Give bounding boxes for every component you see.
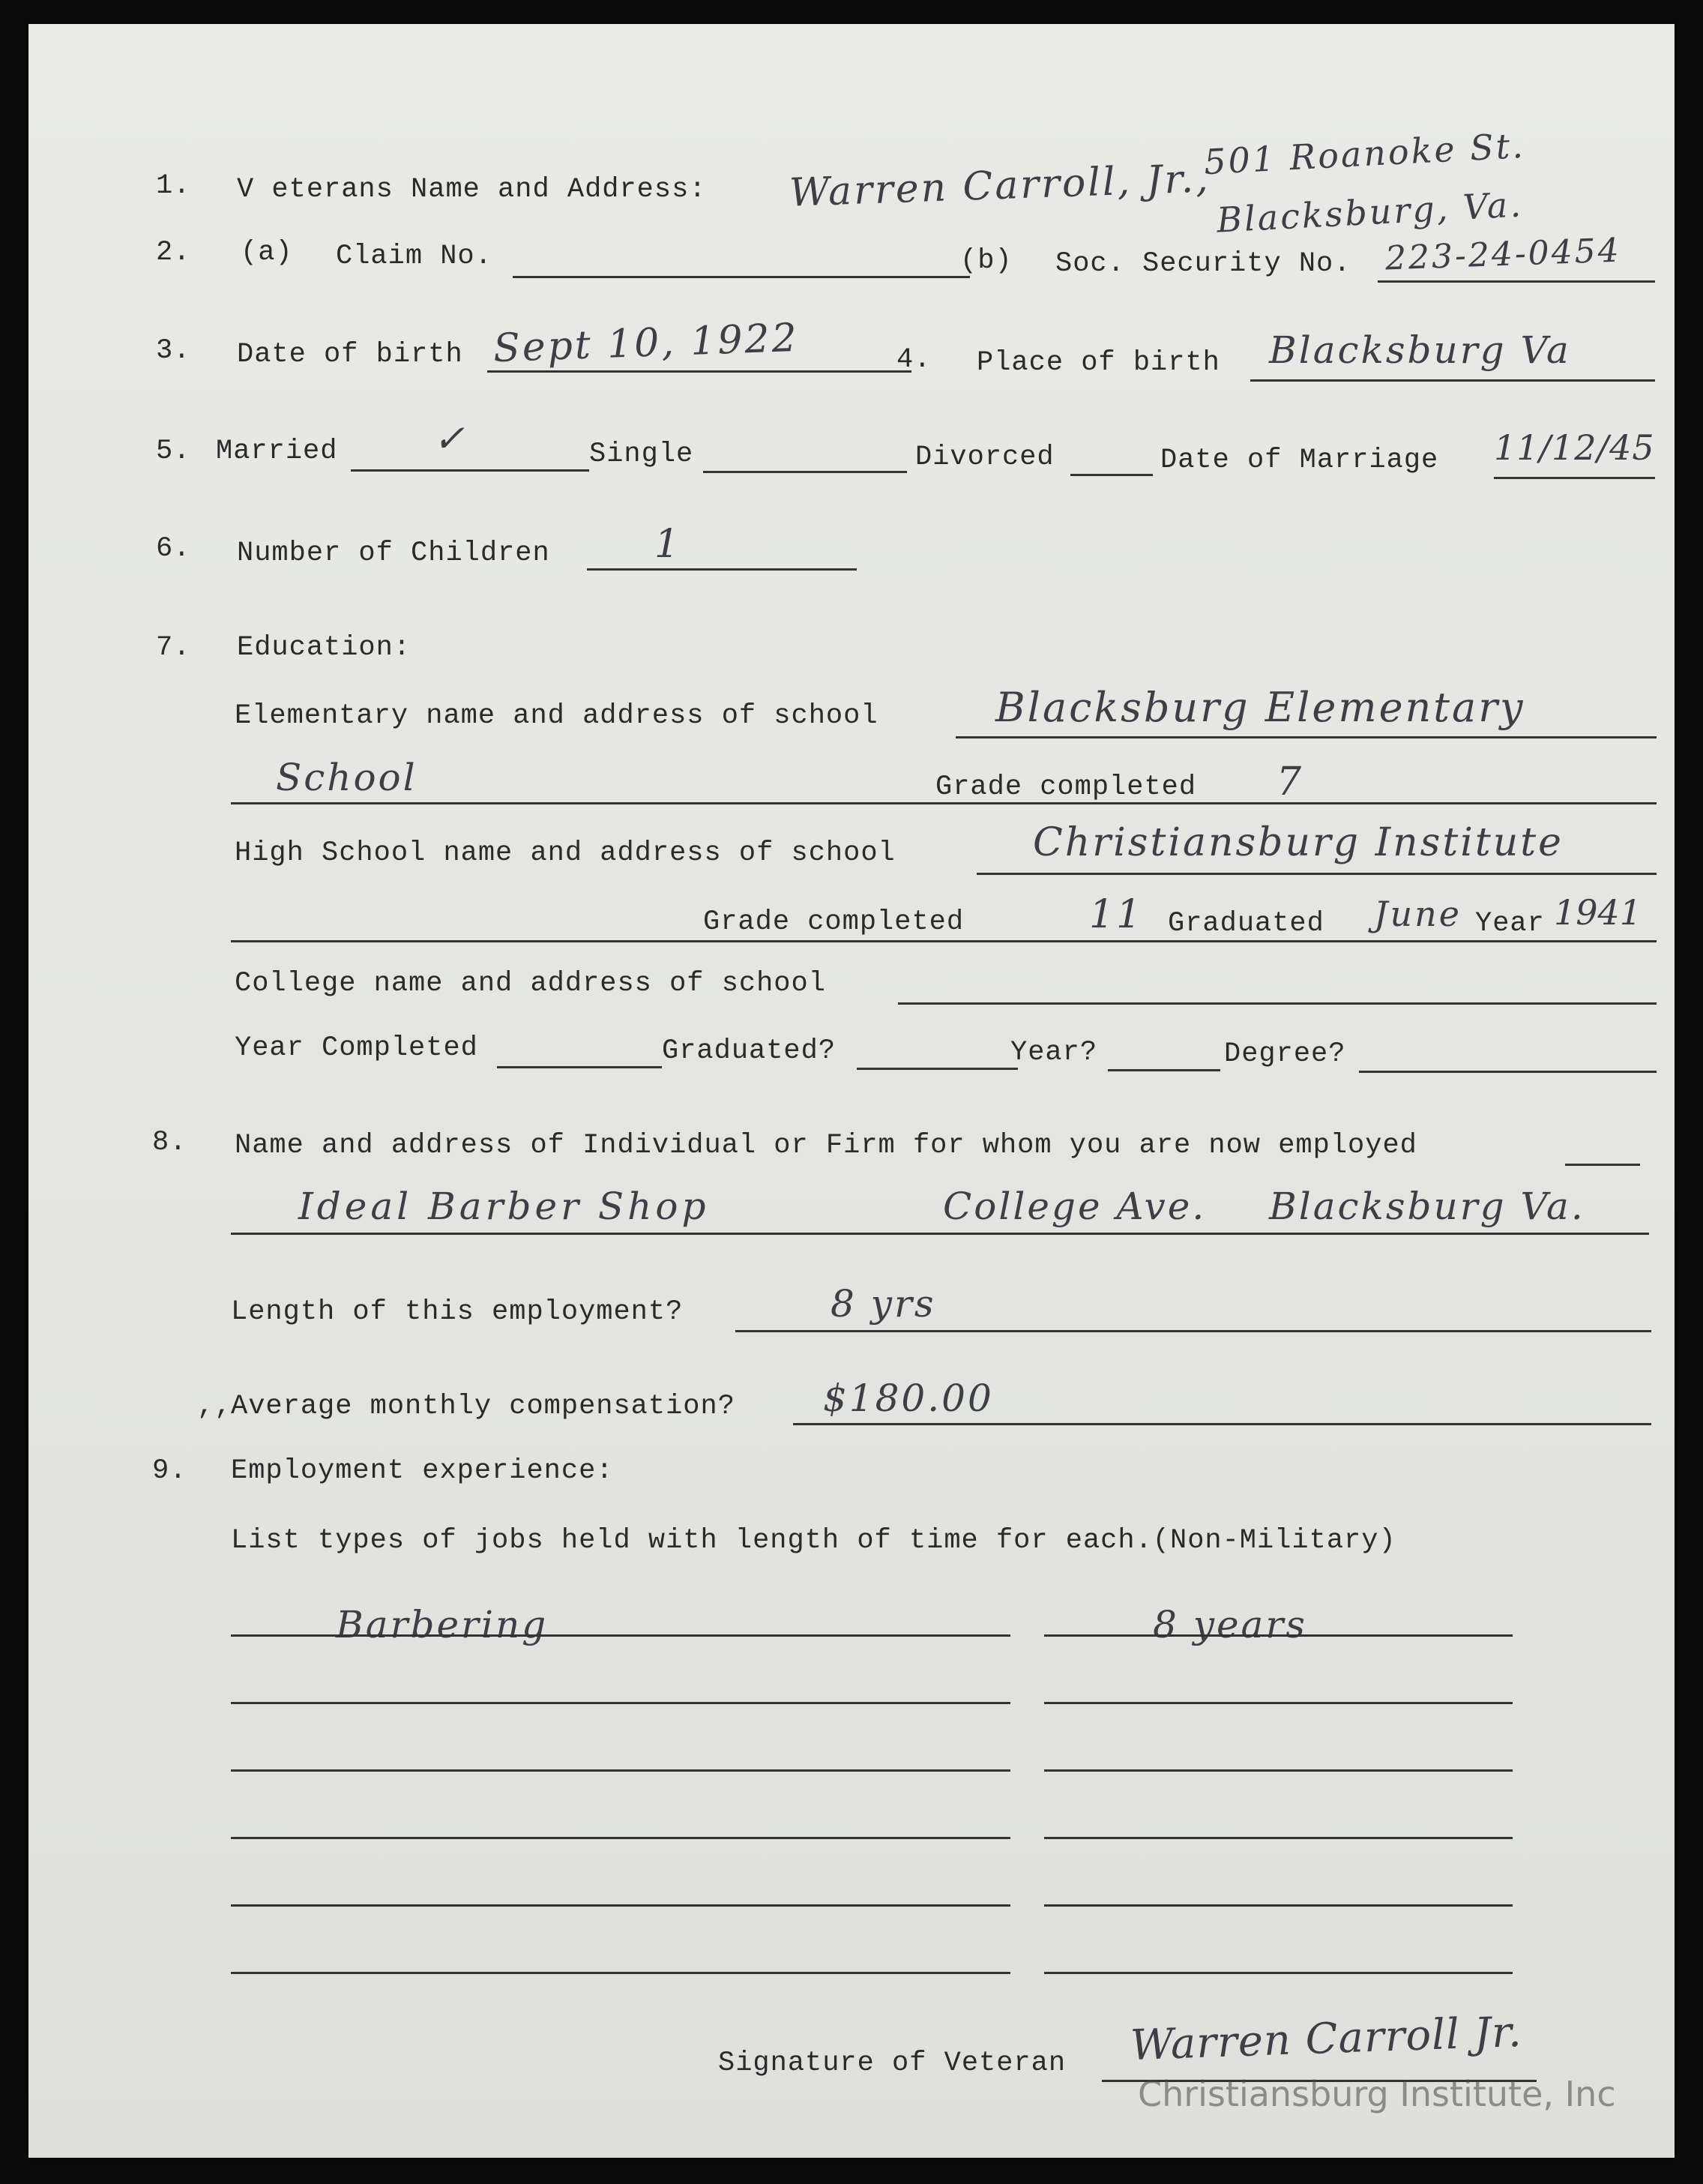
college-line	[898, 1002, 1657, 1005]
employer-street: College Ave.	[943, 1185, 1207, 1228]
pob-line	[1250, 379, 1655, 382]
college-graduated-label: Graduated?	[662, 1035, 837, 1067]
q4-number: 4.	[896, 344, 932, 376]
claim-no-label: Claim No.	[336, 241, 492, 272]
job-line-left-2	[231, 1702, 1010, 1704]
job1-length: 8 years	[1153, 1603, 1307, 1646]
highschool-year-label: Year	[1475, 908, 1545, 939]
highschool-name: Christiansburg Institute	[1033, 820, 1564, 865]
claim-no-line	[513, 276, 970, 278]
highschool-year-value: 1941	[1554, 892, 1642, 933]
single-line	[703, 471, 907, 473]
highschool-grade-label: Grade completed	[703, 906, 965, 938]
married-line	[351, 469, 589, 472]
compensation-line	[793, 1423, 1651, 1425]
year-completed-label: Year Completed	[235, 1032, 478, 1064]
employer-label-line	[1565, 1164, 1640, 1166]
divorced-label: Divorced	[915, 442, 1055, 473]
elementary-grade-label: Grade completed	[935, 771, 1197, 803]
highschool-graduated-label: Graduated	[1168, 908, 1324, 939]
college-graduated-line	[857, 1068, 1018, 1070]
compensation-value: $180.00	[823, 1377, 994, 1420]
signature-label: Signature of Veteran	[718, 2048, 1067, 2079]
highschool-label: High School name and address of school	[235, 837, 896, 869]
job-line-right-6	[1044, 1972, 1513, 1974]
q2-a-label: (a)	[241, 237, 293, 268]
year-completed-line	[497, 1066, 662, 1068]
job-line-left-4	[231, 1837, 1010, 1839]
watermark-text: Christiansburg Institute, Inc	[1138, 2074, 1616, 2114]
employer-line	[231, 1233, 1649, 1235]
q1-number: 1.	[156, 170, 191, 202]
job-line-left-5	[231, 1904, 1010, 1907]
pob-label: Place of birth	[977, 347, 1220, 379]
dob-line	[487, 370, 911, 373]
job-line-right-5	[1044, 1904, 1513, 1907]
divorced-line	[1070, 474, 1153, 476]
q7-number: 7.	[156, 632, 191, 664]
elementary-grade-value: 7	[1277, 759, 1304, 804]
marriage-date-label: Date of Marriage	[1160, 445, 1439, 476]
college-label: College name and address of school	[235, 968, 826, 999]
employment-length-line	[735, 1330, 1651, 1332]
marriage-date-value: 11/12/45	[1494, 427, 1655, 468]
q6-number: 6.	[156, 533, 191, 565]
college-year-label: Year?	[1010, 1037, 1098, 1068]
job-line-right-1	[1044, 1634, 1513, 1637]
married-mark: ✓	[433, 417, 467, 460]
q1-label: V eterans Name and Address:	[237, 174, 707, 205]
marriage-date-line	[1494, 477, 1655, 479]
college-degree-label: Degree?	[1224, 1038, 1346, 1070]
q8-number: 8.	[152, 1127, 187, 1158]
job-list-label: List types of jobs held with length of time for each.(Non-Military)	[231, 1525, 1396, 1556]
highschool-grade-value: 11	[1089, 892, 1144, 937]
q2-b-label: (b)	[960, 245, 1013, 277]
highschool-line1	[977, 873, 1657, 875]
highschool-graduated-value: June	[1374, 894, 1462, 934]
job1-type: Barbering	[336, 1603, 549, 1646]
employment-experience-label: Employment experience:	[231, 1455, 614, 1487]
q9-number: 9.	[152, 1455, 187, 1487]
form-page	[28, 24, 1675, 2158]
highschool-line2	[231, 940, 1657, 942]
children-value: 1	[654, 522, 682, 567]
employer-name: Ideal Barber Shop	[298, 1185, 710, 1228]
veteran-signature: Warren Carroll Jr.	[1130, 2007, 1523, 2071]
employment-length-label: Length of this employment?	[231, 1296, 684, 1328]
q3-number: 3.	[156, 335, 191, 367]
employer-city: Blacksburg Va.	[1269, 1185, 1585, 1228]
compensation-label: Average monthly compensation?	[231, 1391, 735, 1422]
address-line1: 501 Roanoke St.	[1202, 124, 1526, 183]
children-label: Number of Children	[237, 538, 550, 569]
elementary-school-line1: Blacksburg Elementary	[995, 684, 1525, 731]
college-degree-line	[1359, 1071, 1657, 1073]
job-line-right-2	[1044, 1702, 1513, 1704]
q2-number: 2.	[156, 237, 191, 268]
address-line2: Blacksburg, Va.	[1215, 184, 1525, 241]
job-line-left-1	[231, 1634, 1010, 1637]
elementary-label: Elementary name and address of school	[235, 700, 878, 732]
children-line	[587, 568, 857, 571]
job-line-right-4	[1044, 1837, 1513, 1839]
college-year-line	[1108, 1069, 1220, 1071]
dob-label: Date of birth	[237, 339, 463, 370]
job-line-right-3	[1044, 1769, 1513, 1772]
elementary-line1	[956, 736, 1657, 738]
education-label: Education:	[237, 632, 412, 664]
ssn-value: 223-24-0454	[1384, 231, 1622, 278]
employment-length-value: 8 yrs	[831, 1282, 936, 1326]
compensation-prefix: ,,	[197, 1391, 232, 1422]
veteran-name: Warren Carroll, Jr.,	[789, 156, 1211, 216]
ssn-line	[1378, 280, 1655, 283]
ssn-label: Soc. Security No.	[1055, 248, 1351, 280]
job-line-left-3	[231, 1769, 1010, 1772]
employer-label: Name and address of Individual or Firm for whom you are now employed	[235, 1130, 1417, 1161]
q5-number: 5.	[156, 436, 191, 467]
elementary-school-line2: School	[276, 756, 418, 799]
pob-value: Blacksburg Va	[1269, 328, 1571, 372]
single-label: Single	[589, 439, 694, 470]
job-line-left-6	[231, 1972, 1010, 1974]
married-label: Married	[216, 436, 338, 467]
dob-value: Sept 10, 1922	[492, 315, 800, 372]
